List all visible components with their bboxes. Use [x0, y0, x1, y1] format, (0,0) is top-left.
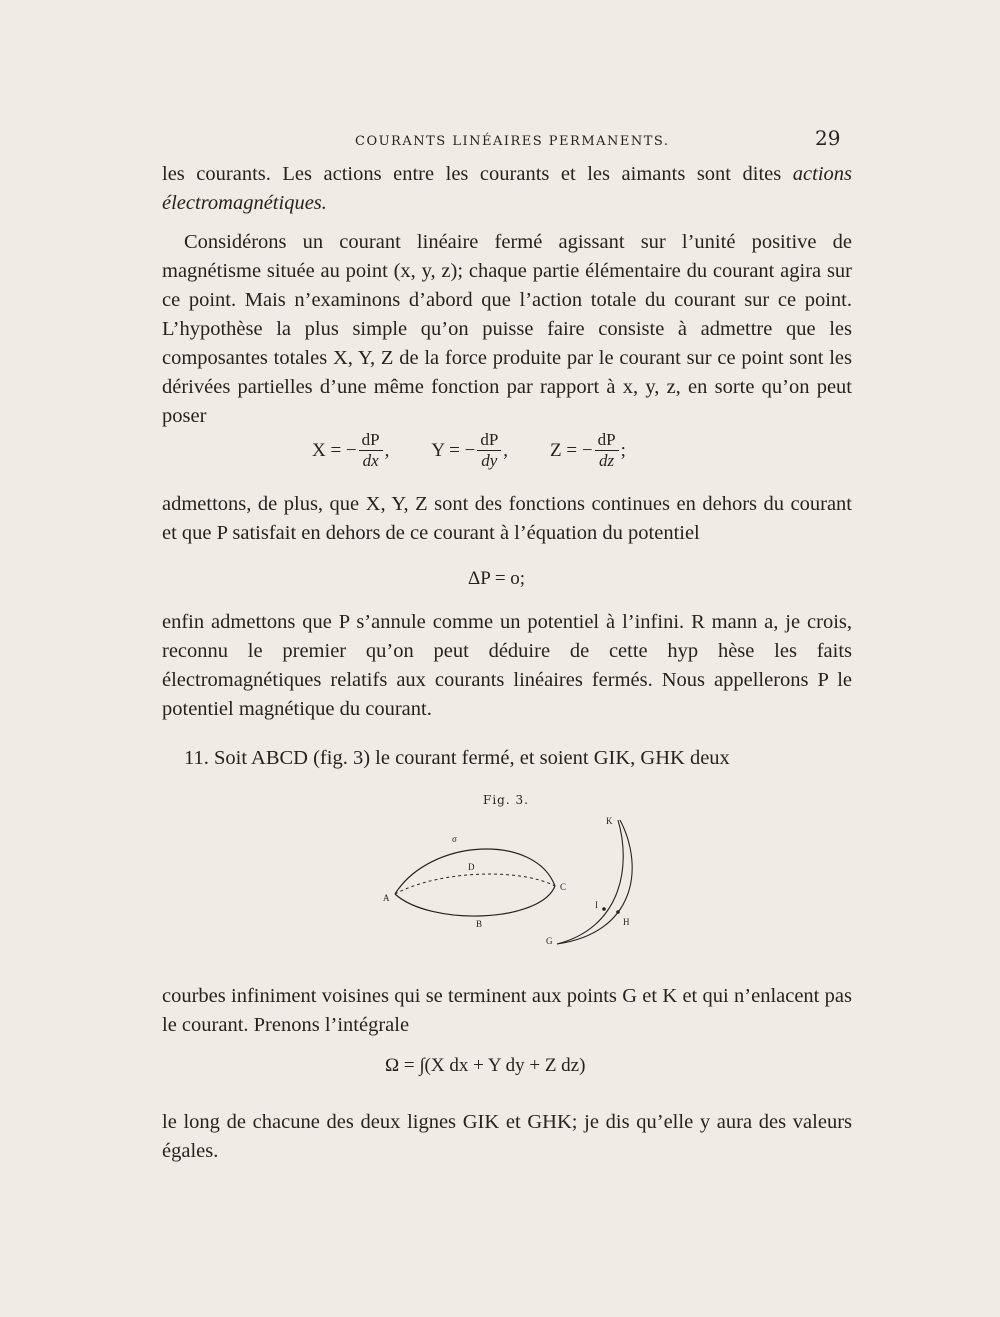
label-b: B	[476, 919, 483, 929]
fraction-y	[477, 430, 501, 471]
equation-laplace: ΔP = o;	[468, 568, 526, 589]
equation-derivatives	[312, 430, 668, 471]
equation-x-end: ,	[384, 439, 390, 461]
equation-integral: Ω = ∫(X dx + Y dy + Z dz)	[385, 1055, 586, 1076]
fraction-z-num: dP	[595, 430, 619, 451]
point-h	[616, 910, 620, 914]
figure-caption: Fig. 3.	[483, 793, 529, 807]
fraction-x	[359, 430, 383, 471]
paragraph-6: courbes infiniment voisines qui se terminent aux points G et K et qui n’enlacent pas le courant. Prenons l’intégrale	[162, 985, 852, 1036]
equation-y	[431, 430, 508, 471]
paragraph-2: Considérons un courant linéaire fermé agissant sur l’unité positive de magnétisme située au point (x, y, z); chaque partie élémentaire du courant agira sur ce point. Mais n’examinons d’abord que l’action totale du courant sur ce point. L’hypothèse la plus simple qu’on puisse faire consiste à admettre que les composantes totales X, Y, Z de la force produite par le courant sur ce point sont les dérivées partielles d’une même fonction par rapport à x, y, z, en sorte qu’on peut poser	[162, 231, 852, 427]
equation-z	[550, 430, 626, 471]
equation-z-lhs: Z = −	[550, 439, 593, 461]
fraction-z	[595, 430, 619, 471]
current-upper-arc	[395, 849, 555, 894]
curve-gik	[557, 820, 623, 944]
current-dashed-arc	[395, 874, 555, 894]
equation-z-end: ;	[620, 439, 626, 461]
fraction-x-den: dx	[362, 451, 379, 470]
label-c: C	[560, 882, 567, 892]
paragraph-5: 11. Soit ABCD (fig. 3) le courant fermé, et soient GIK, GHK deux	[184, 747, 730, 769]
paragraph-1-italic: actions électromagnétiques.	[162, 163, 852, 214]
label-i: I	[595, 900, 598, 910]
fraction-x-num: dP	[359, 430, 383, 451]
point-i	[602, 907, 606, 911]
label-k: K	[606, 816, 613, 826]
label-h: H	[623, 917, 630, 927]
label-sigma: σ	[452, 834, 457, 844]
paragraph-1	[162, 160, 852, 218]
paragraph-7: le long de chacune des deux lignes GIK et GHK; je dis qu’elle y aura des valeurs égales.	[162, 1111, 852, 1162]
label-d: D	[468, 862, 475, 872]
equation-y-lhs: Y = −	[431, 439, 476, 461]
paragraph-3: admettons, de plus, que X, Y, Z sont des fonctions continues en dehors du courant et que P satisfait en dehors de ce courant à l’équation du potentiel	[162, 493, 852, 544]
equation-x	[312, 430, 389, 471]
page-number: 29	[815, 126, 841, 150]
equation-x-lhs: X = −	[312, 439, 357, 461]
label-g: G	[546, 936, 553, 946]
paragraph-1-text: les courants. Les actions entre les courants et les aimants sont dites	[162, 163, 793, 185]
paragraph-4: enfin admettons que P s’annule comme un potentiel à l’infini. R mann a, je crois, reconnu le premier qu’on peut déduire de cette hyp hèse les faits électromagnétiques relatifs aux courants linéaires fermés. Nous appellerons P le potentiel magnétique du courant.	[162, 611, 852, 720]
label-a: A	[383, 893, 390, 903]
current-lower-arc	[395, 886, 555, 916]
fraction-y-num: dP	[477, 430, 501, 451]
fraction-z-den: dz	[599, 451, 615, 470]
fraction-y-den: dy	[481, 451, 498, 470]
equation-y-end: ,	[503, 439, 509, 461]
figure-3	[370, 808, 660, 958]
running-title: COURANTS LINÉAIRES PERMANENTS.	[355, 134, 670, 149]
